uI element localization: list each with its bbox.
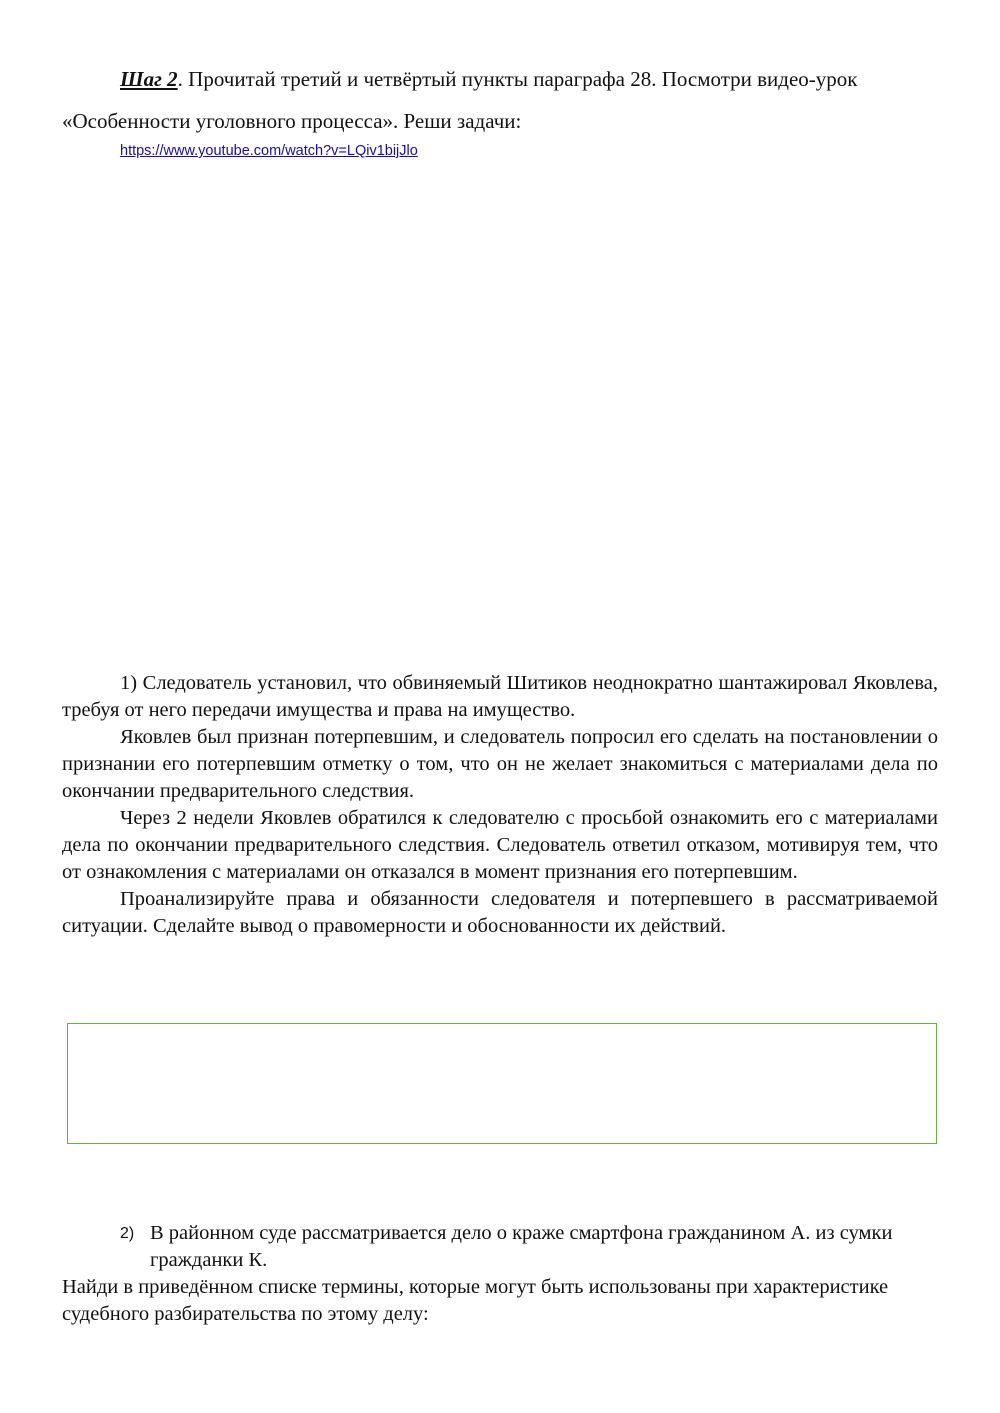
task2-instruction: Найди в приведённом списке термины, которые могут быть использованы при характеристике судебного разбирательства по этому делу: (62, 1276, 889, 1325)
task1-paragraph: Через 2 недели Яковлев обратился к следователю с просьбой ознакомить его с материалами дела по окончании предварительного следствия. Следователь ответил отказом, мотивируя тем, что от ознакомления с материалами он отказался в момент признания его потерпевшим. (62, 807, 938, 883)
task2-number: 2) (120, 1225, 135, 1242)
task1 (62, 670, 938, 940)
task1-paragraph: Проанализируйте права и обязанности следователя и потерпевшего в рассматриваемой ситуации. Сделайте вывод о правомерности и обоснованности их действий. (62, 888, 938, 937)
instruction-text: . Прочитай третий и четвёртый пункты параграфа 28. Посмотри видео-урок «Особенности уголовного процесса». Реши задачи: (62, 67, 858, 133)
task2-item (120, 1220, 940, 1274)
task1-paragraph: Яковлев был признан потерпевшим, и следователь попросил его сделать на постановлении о признании его потерпевшим отметку о том, что он не желает знакомиться с материалами дела по окончании предварительного следствия. (62, 726, 938, 802)
step-instruction (62, 58, 938, 142)
video-link[interactable]: https://www.youtube.com/watch?v=LQiv1bijJlo (120, 143, 418, 159)
answer-box[interactable] (67, 1023, 937, 1144)
task1-paragraph: 1) Следователь установил, что обвиняемый Шитиков неоднократно шантажировал Яковлева, требуя от него передачи имущества и права на имущество. (62, 672, 938, 721)
task2-text: В районном суде рассматривается дело о краже смартфона гражданином А. из сумки гражданки К. (150, 1222, 893, 1271)
step-label: Шаг 2 (120, 67, 178, 91)
